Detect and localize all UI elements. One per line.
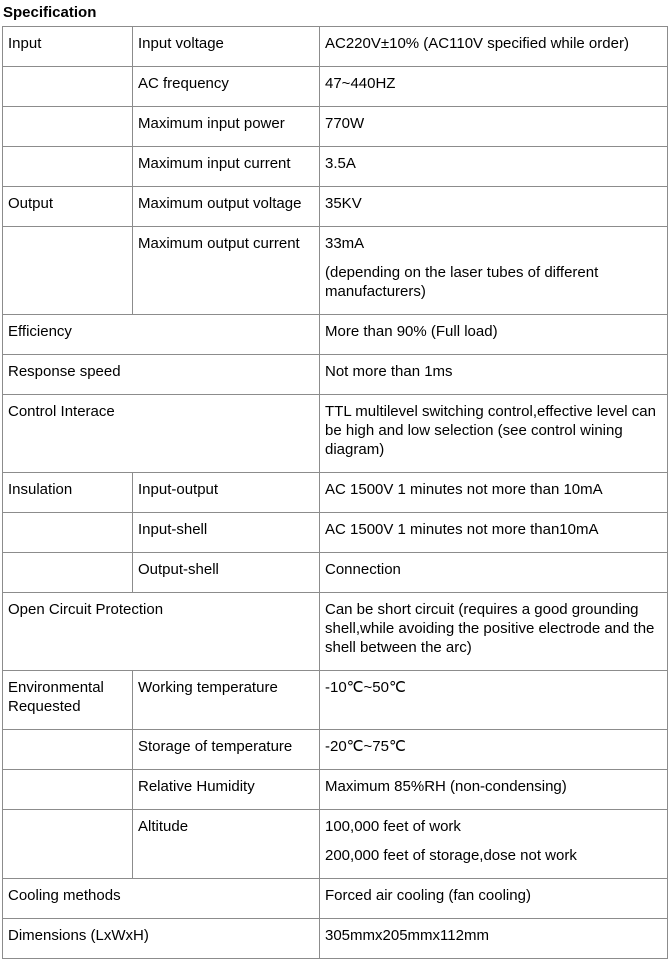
table-row [3,671,668,730]
table-row [3,730,668,770]
table-row [3,355,668,395]
group-cell: Insulation [3,473,133,513]
table-row [3,227,668,315]
param-label: Open Circuit Protection [3,593,320,671]
group-cell [3,770,133,810]
param-label: Altitude [133,810,320,879]
group-cell: Output [3,187,133,227]
group-cell [3,553,133,593]
table-row [3,147,668,187]
param-value: Can be short circuit (requires a good grounding shell,while avoiding the positive electrode and the shell between the arc) [320,593,668,671]
param-value: TTL multilevel switching control,effective level can be high and low selection (see control wining diagram) [320,395,668,473]
param-label: Input-shell [133,513,320,553]
table-row [3,27,668,67]
value-note: (depending on the laser tubes of different manufacturers) [325,264,599,300]
param-value: Maximum 85%RH (non-condensing) [320,770,668,810]
group-cell [3,730,133,770]
param-label: Efficiency [3,315,320,355]
param-value: Not more than 1ms [320,355,668,395]
param-label: Dimensions (LxWxH) [3,919,320,959]
value-line: 33mA [325,235,365,252]
table-row [3,593,668,671]
param-label: Control Interace [3,395,320,473]
group-cell [3,513,133,553]
param-value: -10℃~50℃ [320,671,668,730]
param-value: 3.5A [320,147,668,187]
param-value: 770W [320,107,668,147]
param-label: Cooling methods [3,879,320,919]
param-label: Maximum output current [133,227,320,315]
table-row [3,187,668,227]
param-label: Output-shell [133,553,320,593]
spec-heading: Specification [3,4,97,21]
param-value [320,810,668,879]
group-cell [3,810,133,879]
table-row [3,770,668,810]
param-value: 35KV [320,187,668,227]
table-row [3,395,668,473]
group-cell [3,147,133,187]
specification-table [2,26,668,959]
group-cell [3,67,133,107]
param-value: Connection [320,553,668,593]
param-label: Maximum input current [133,147,320,187]
param-value: AC220V±10% (AC110V specified while order) [320,27,668,67]
param-label: Maximum output voltage [133,187,320,227]
value-line: 100,000 feet of work [325,818,461,835]
param-label: Input voltage [133,27,320,67]
param-label: Storage of temperature [133,730,320,770]
param-value [320,227,668,315]
group-cell [3,227,133,315]
param-value: AC 1500V 1 minutes not more than 10mA [320,473,668,513]
param-label: Maximum input power [133,107,320,147]
param-label: Working temperature [133,671,320,730]
value-note: 200,000 feet of storage,dose not work [325,847,577,864]
param-label: AC frequency [133,67,320,107]
group-cell [3,107,133,147]
table-row [3,473,668,513]
table-row [3,315,668,355]
group-cell: Environmental Requested [3,671,133,730]
table-row [3,107,668,147]
table-row [3,67,668,107]
param-value: -20℃~75℃ [320,730,668,770]
group-cell: Input [3,27,133,67]
param-label: Relative Humidity [133,770,320,810]
param-value: 47~440HZ [320,67,668,107]
table-row [3,810,668,879]
param-value: AC 1500V 1 minutes not more than10mA [320,513,668,553]
param-value: More than 90% (Full load) [320,315,668,355]
table-row [3,513,668,553]
table-row [3,879,668,919]
table-row [3,553,668,593]
param-value: 305mmx205mmx112mm [320,919,668,959]
table-row [3,919,668,959]
param-value: Forced air cooling (fan cooling) [320,879,668,919]
param-label: Input-output [133,473,320,513]
param-label: Response speed [3,355,320,395]
